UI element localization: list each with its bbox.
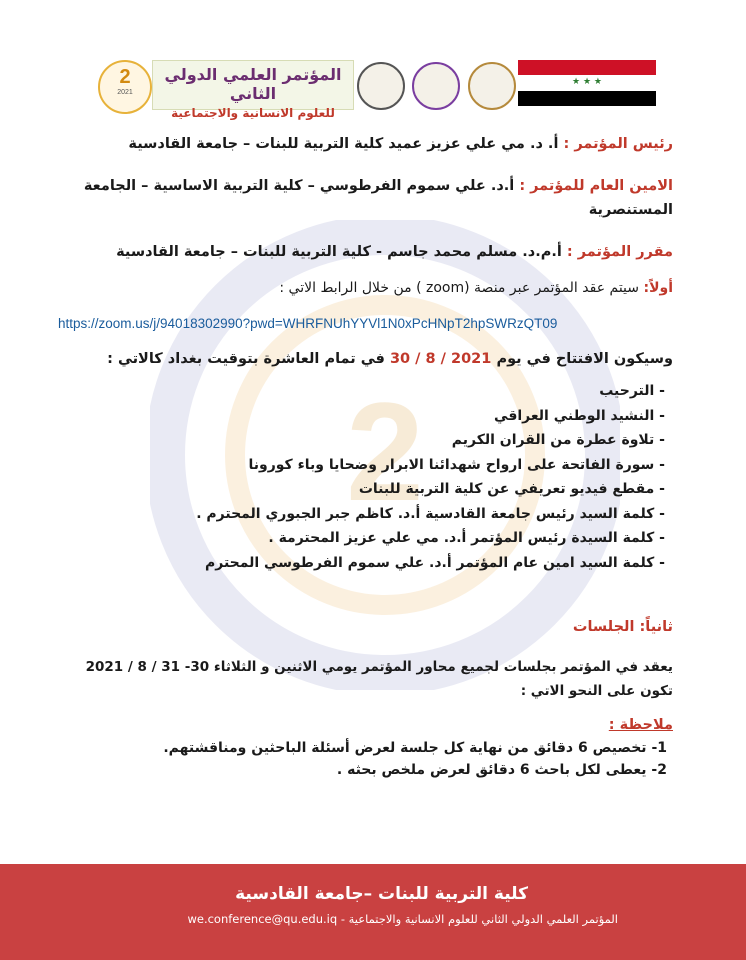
program-list <box>58 379 673 575</box>
svg-text:2: 2 <box>346 373 424 530</box>
zoom-link[interactable]: https://zoom.us/j/94018302990?pwd=WHRFNUhYYVl1N0xPcHNpT2hpSWRzQT09 <box>58 316 558 331</box>
conference-banner <box>152 60 354 120</box>
program-item: - النشيد الوطني العراقي <box>58 404 665 429</box>
iraq-flag: ★ ★ ★ <box>518 60 656 106</box>
opening-line <box>58 347 673 371</box>
program-item: - الترحيب <box>58 379 665 404</box>
banner-title: المؤتمر العلمي الدولي الثاني <box>164 65 342 103</box>
opening-after: في تمام العاشرة بتوقيت بغداد كالاتي : <box>107 351 385 367</box>
program-item: - كلمة السيد امين عام المؤتمر أ.د. علي سموم الفرطوسي المحترم <box>58 551 665 576</box>
program-item: - تلاوة عطرة من القران الكريم <box>58 428 665 453</box>
program-item: - كلمة السيد رئيس جامعة القادسية أ.د. كاظم جبر الجبوري المحترم . <box>58 502 665 527</box>
header <box>0 48 746 118</box>
note-title: ملاحظة : <box>608 717 673 733</box>
footer-title: كلية التربية للبنات –جامعة القادسية <box>235 884 528 904</box>
secretary-line <box>58 174 673 222</box>
opening-before: وسيكون الافتتاح في يوم <box>496 351 673 367</box>
rapporteur-text: أ.م.د. مسلم محمد جاسم - كلية التربية للبنات – جامعة القادسية <box>116 244 562 260</box>
rapporteur-line <box>58 240 673 264</box>
opening-date: 30 / 8 / 2021 <box>389 351 492 367</box>
second-text: يعقد في المؤتمر بجلسات لجميع محاور المؤتمر يومي الاثنين و الثلاثاء 30- 31 / 8 / 2021 تكون على النحو الاتي : <box>85 659 673 699</box>
university-logo-icon <box>468 62 516 110</box>
document-body <box>58 132 673 781</box>
first-text: سيتم عقد المؤتمر عبر منصة (zoom ) من خلال الرابط الاتي : <box>279 280 640 296</box>
conference-logo-icon: 2 2021 <box>98 60 152 114</box>
footer-subtitle: المؤتمر العلمي الدولي الثاني للعلوم الانسانية والاجتماعية - we.conference@qu.edu.iq <box>187 912 618 926</box>
note-item: 1- تخصيص 6 دقائق من نهاية كل جلسة لعرض أسئلة الباحثين ومناقشتهم. <box>163 740 667 756</box>
second-label: ثانياً: الجلسات <box>572 619 673 635</box>
president-text: أ. د. مي علي عزيز عميد كلية التربية للبنات – جامعة القادسية <box>128 136 559 152</box>
president-line <box>58 132 673 156</box>
footer <box>0 864 746 960</box>
mustansiriyah-logo-icon <box>357 62 405 110</box>
banner-subtitle: للعلوم الانسانية والاجتماعية <box>171 106 335 120</box>
rapporteur-label: مقرر المؤتمر : <box>566 244 673 260</box>
first-line <box>58 276 673 300</box>
program-item: - مقطع فيديو تعريفي عن كلية التربية للبنات <box>58 477 665 502</box>
program-item: - سورة الفاتحة على ارواح شهدائنا الابرار وضحايا وباء كورونا <box>58 453 665 478</box>
president-label: رئيس المؤتمر : <box>563 136 673 152</box>
note-item: 2- يعطى لكل باحث 6 دقائق لعرض ملخص بحثه . <box>336 762 667 778</box>
first-label: أولاً: <box>643 280 673 296</box>
secretary-text: أ.د. علي سموم الفرطوسي – كلية التربية الاساسية – الجامعة المستنصرية <box>83 178 673 218</box>
program-item: - كلمة السيدة رئيس المؤتمر أ.د. مي علي عزيز المحترمة . <box>58 526 665 551</box>
college-logo-icon <box>412 62 460 110</box>
secretary-label: الامين العام للمؤتمر : <box>519 178 673 194</box>
